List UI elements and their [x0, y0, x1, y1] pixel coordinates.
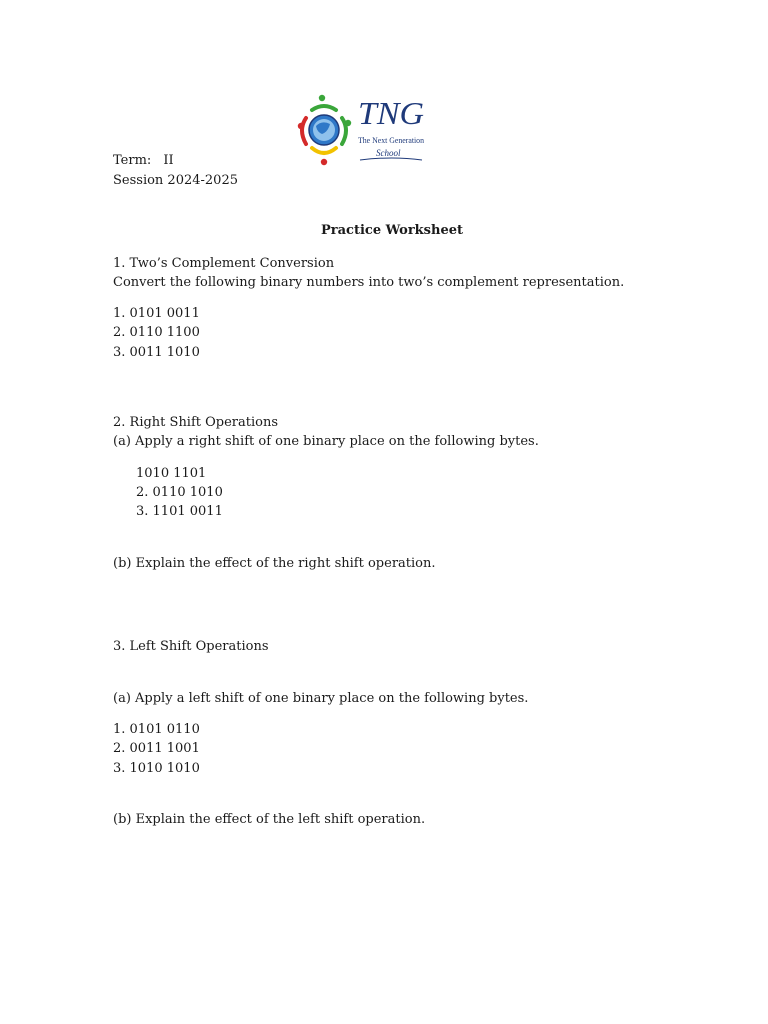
section3-item-2: 2. 0011 1001 [113, 741, 200, 756]
school-logo [292, 90, 428, 170]
section2-part-b: (b) Explain the effect of the right shift operation. [113, 556, 436, 571]
session-text: Session 2024-2025 [113, 173, 238, 188]
section1-instruction: Convert the following binary numbers into two’s complement representation. [113, 275, 625, 290]
logo-wordmark: TNG [358, 95, 424, 131]
term-line [113, 152, 174, 170]
section1-heading: 1. Two’s Complement Conversion [113, 256, 335, 271]
section3-item-3: 3. 1010 1010 [113, 761, 200, 776]
section2-item-1: 1010 1101 [136, 466, 207, 481]
logo-tagline-2: School [376, 148, 401, 158]
term-label: Term: [113, 153, 152, 168]
section1-item-2: 2. 0110 1100 [113, 325, 200, 340]
section1-item-1: 1. 0101 0011 [113, 306, 200, 321]
section3-item-1: 1. 0101 0110 [113, 722, 200, 737]
section3-heading: 3. Left Shift Operations [113, 639, 269, 654]
worksheet-title: Practice Worksheet [321, 223, 464, 238]
section1-item-3: 3. 0011 1010 [113, 345, 200, 360]
logo-emblem [298, 95, 351, 165]
section3-part-a: (a) Apply a left shift of one binary place on the following bytes. [113, 691, 529, 706]
term-value: II [163, 153, 174, 168]
section2-heading: 2. Right Shift Operations [113, 415, 279, 430]
section2-item-3: 3. 1101 0011 [136, 504, 223, 519]
logo-tagline-1: The Next Generation [358, 135, 425, 145]
logo-underline [360, 158, 422, 160]
section2-item-2: 2. 0110 1010 [136, 485, 223, 500]
section2-part-a: (a) Apply a right shift of one binary place on the following bytes. [113, 434, 539, 449]
section3-part-b: (b) Explain the effect of the left shift operation. [113, 812, 426, 827]
